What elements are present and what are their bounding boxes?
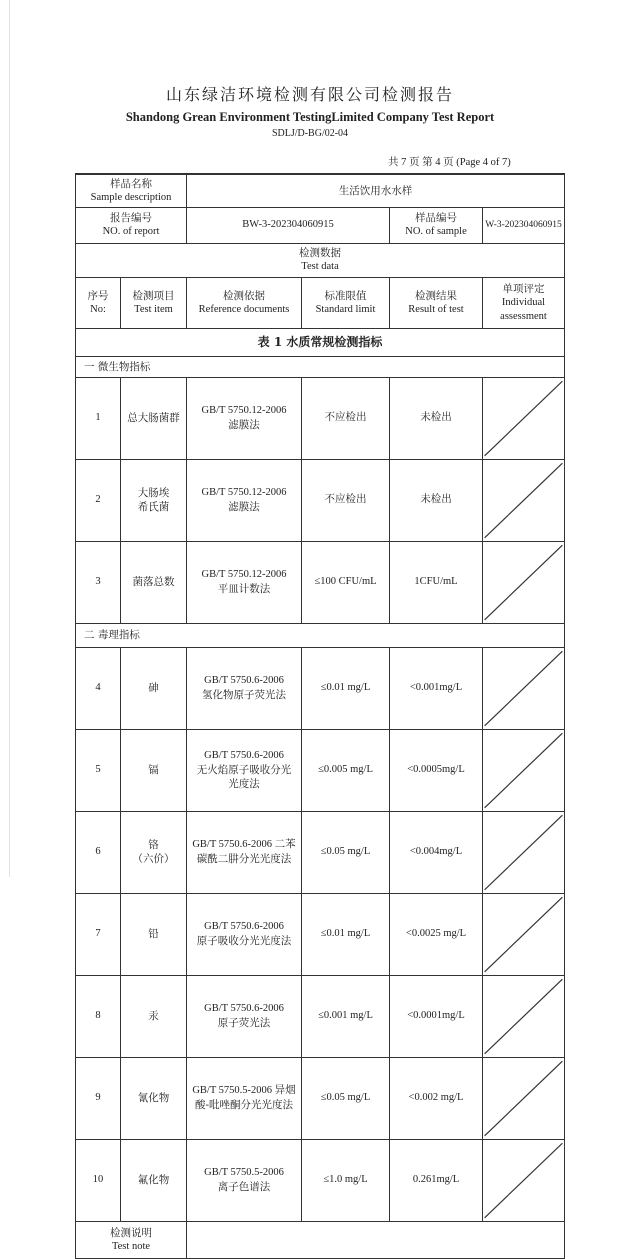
- column-header-result: 检测结果 Result of test: [390, 277, 483, 328]
- table-row: [76, 647, 565, 729]
- test-data-label: 检测数据 Test data: [76, 243, 565, 277]
- row-limit: ≤0.01 mg/L: [302, 647, 390, 729]
- sample-description-value: 生活饮用水水样: [187, 174, 565, 207]
- diagonal-slash: [483, 460, 564, 541]
- page-info: 共 7 页 第 4 页 (Page 4 of 7): [388, 157, 511, 168]
- row-assessment-slash: [483, 647, 565, 729]
- row-reference: GB/T 5750.12-2006 平皿计数法: [187, 541, 302, 623]
- table-row: [76, 729, 565, 811]
- report-title-en: Shandong Grean Environment TestingLimited Company Test Report: [125, 110, 495, 124]
- test-note-value: [187, 1221, 565, 1258]
- column-header-row: [76, 277, 565, 328]
- diagonal-slash: [483, 378, 564, 459]
- row-assessment-slash: [483, 377, 565, 459]
- row-item: 菌落总数: [121, 541, 187, 623]
- row-result: <0.004mg/L: [390, 811, 483, 893]
- section-microbe-row: [76, 356, 565, 377]
- row-reference: GB/T 5750.6-2006 二苯 碳酰二肼分光光度法: [187, 811, 302, 893]
- row-assessment-slash: [483, 893, 565, 975]
- row-item: 总大肠菌群: [121, 377, 187, 459]
- report-number-label: 报告编号 NO. of report: [76, 207, 187, 243]
- column-header-reference: 检测依据 Reference documents: [187, 277, 302, 328]
- row-item: 铅: [121, 893, 187, 975]
- table-row: [76, 975, 565, 1057]
- diagonal-slash: [483, 730, 564, 811]
- row-assessment-slash: [483, 975, 565, 1057]
- row-limit: ≤0.05 mg/L: [302, 811, 390, 893]
- table-row: [76, 893, 565, 975]
- table-row: [76, 377, 565, 459]
- row-assessment-slash: [483, 541, 565, 623]
- row-item: 砷: [121, 647, 187, 729]
- row-assessment-slash: [483, 729, 565, 811]
- row-result: <0.0001mg/L: [390, 975, 483, 1057]
- row-reference: GB/T 5750.6-2006 原子吸收分光光度法: [187, 893, 302, 975]
- document-code: SDLJ/D-BG/02-04: [271, 128, 349, 139]
- table-row: [76, 1139, 565, 1221]
- table-row: [76, 459, 565, 541]
- row-number: 2: [76, 459, 121, 541]
- sample-description-row: [76, 174, 565, 207]
- report-title-cn: 山东绿洁环境检测有限公司检测报告: [165, 85, 454, 104]
- diagonal-slash: [483, 812, 564, 893]
- table-title: 表 1 水质常规检测指标: [76, 328, 565, 356]
- row-item: 铬 （六价）: [121, 811, 187, 893]
- row-limit: ≤0.05 mg/L: [302, 1057, 390, 1139]
- table-row: [76, 541, 565, 623]
- diagonal-slash: [483, 976, 564, 1057]
- section-toxicology-body: [76, 647, 565, 1221]
- row-limit: 不应检出: [302, 459, 390, 541]
- row-item: 大肠埃 希氏菌: [121, 459, 187, 541]
- row-result: <0.0025 mg/L: [390, 893, 483, 975]
- row-limit: ≤0.001 mg/L: [302, 975, 390, 1057]
- row-reference: GB/T 5750.12-2006 滤膜法: [187, 377, 302, 459]
- row-number: 4: [76, 647, 121, 729]
- row-item: 汞: [121, 975, 187, 1057]
- table-row: [76, 811, 565, 893]
- row-result: 未检出: [390, 459, 483, 541]
- row-reference: GB/T 5750.5-2006 异烟 酸-吡唑酮分光光度法: [187, 1057, 302, 1139]
- row-result: <0.002 mg/L: [390, 1057, 483, 1139]
- sample-description-label: 样品名称 Sample description: [76, 174, 187, 207]
- row-number: 8: [76, 975, 121, 1057]
- test-note-row: [76, 1221, 565, 1258]
- row-result: 1CFU/mL: [390, 541, 483, 623]
- column-header-assessment: 单项评定 Individual assessment: [483, 277, 565, 328]
- section-toxicology-row: [76, 623, 565, 647]
- diagonal-slash: [483, 894, 564, 975]
- report-number-row: [76, 207, 565, 243]
- row-item: 氟化物: [121, 1139, 187, 1221]
- test-data-row: [76, 243, 565, 277]
- row-reference: GB/T 5750.6-2006 氢化物原子荧光法: [187, 647, 302, 729]
- row-reference: GB/T 5750.5-2006 离子色谱法: [187, 1139, 302, 1221]
- row-assessment-slash: [483, 811, 565, 893]
- row-item: 氰化物: [121, 1057, 187, 1139]
- row-reference: GB/T 5750.6-2006 无火焰原子吸收分光 光度法: [187, 729, 302, 811]
- row-reference: GB/T 5750.6-2006 原子荧光法: [187, 975, 302, 1057]
- sample-number-value: W-3-202304060915: [483, 207, 565, 243]
- table-row: [76, 1057, 565, 1139]
- diagonal-slash: [483, 542, 564, 623]
- row-number: 10: [76, 1139, 121, 1221]
- row-number: 1: [76, 377, 121, 459]
- row-limit: ≤1.0 mg/L: [302, 1139, 390, 1221]
- report-table: [75, 173, 565, 1259]
- report-number-value: BW-3-202304060915: [187, 207, 390, 243]
- column-header-no: 序号 No:: [76, 277, 121, 328]
- row-number: 7: [76, 893, 121, 975]
- row-number: 9: [76, 1057, 121, 1139]
- row-limit: ≤0.005 mg/L: [302, 729, 390, 811]
- row-result: <0.0005mg/L: [390, 729, 483, 811]
- row-result: <0.001mg/L: [390, 647, 483, 729]
- test-note-label: 检测说明 Test note: [76, 1221, 187, 1258]
- section-toxicology-title: 二 毒理指标: [76, 623, 565, 647]
- row-reference: GB/T 5750.12-2006 滤膜法: [187, 459, 302, 541]
- section-microbe-title: 一 微生物指标: [76, 356, 565, 377]
- row-item: 镉: [121, 729, 187, 811]
- row-limit: ≤100 CFU/mL: [302, 541, 390, 623]
- row-result: 未检出: [390, 377, 483, 459]
- row-limit: ≤0.01 mg/L: [302, 893, 390, 975]
- row-number: 3: [76, 541, 121, 623]
- row-assessment-slash: [483, 1057, 565, 1139]
- diagonal-slash: [483, 1140, 564, 1221]
- row-assessment-slash: [483, 459, 565, 541]
- column-header-item: 检测项目 Test item: [121, 277, 187, 328]
- row-number: 6: [76, 811, 121, 893]
- row-number: 5: [76, 729, 121, 811]
- table-title-row: [76, 328, 565, 356]
- column-header-limit: 标准限值 Standard limit: [302, 277, 390, 328]
- row-limit: 不应检出: [302, 377, 390, 459]
- row-result: 0.261mg/L: [390, 1139, 483, 1221]
- sample-number-label: 样品编号 NO. of sample: [390, 207, 483, 243]
- row-assessment-slash: [483, 1139, 565, 1221]
- section-microbe-body: [76, 377, 565, 623]
- diagonal-slash: [483, 648, 564, 729]
- diagonal-slash: [483, 1058, 564, 1139]
